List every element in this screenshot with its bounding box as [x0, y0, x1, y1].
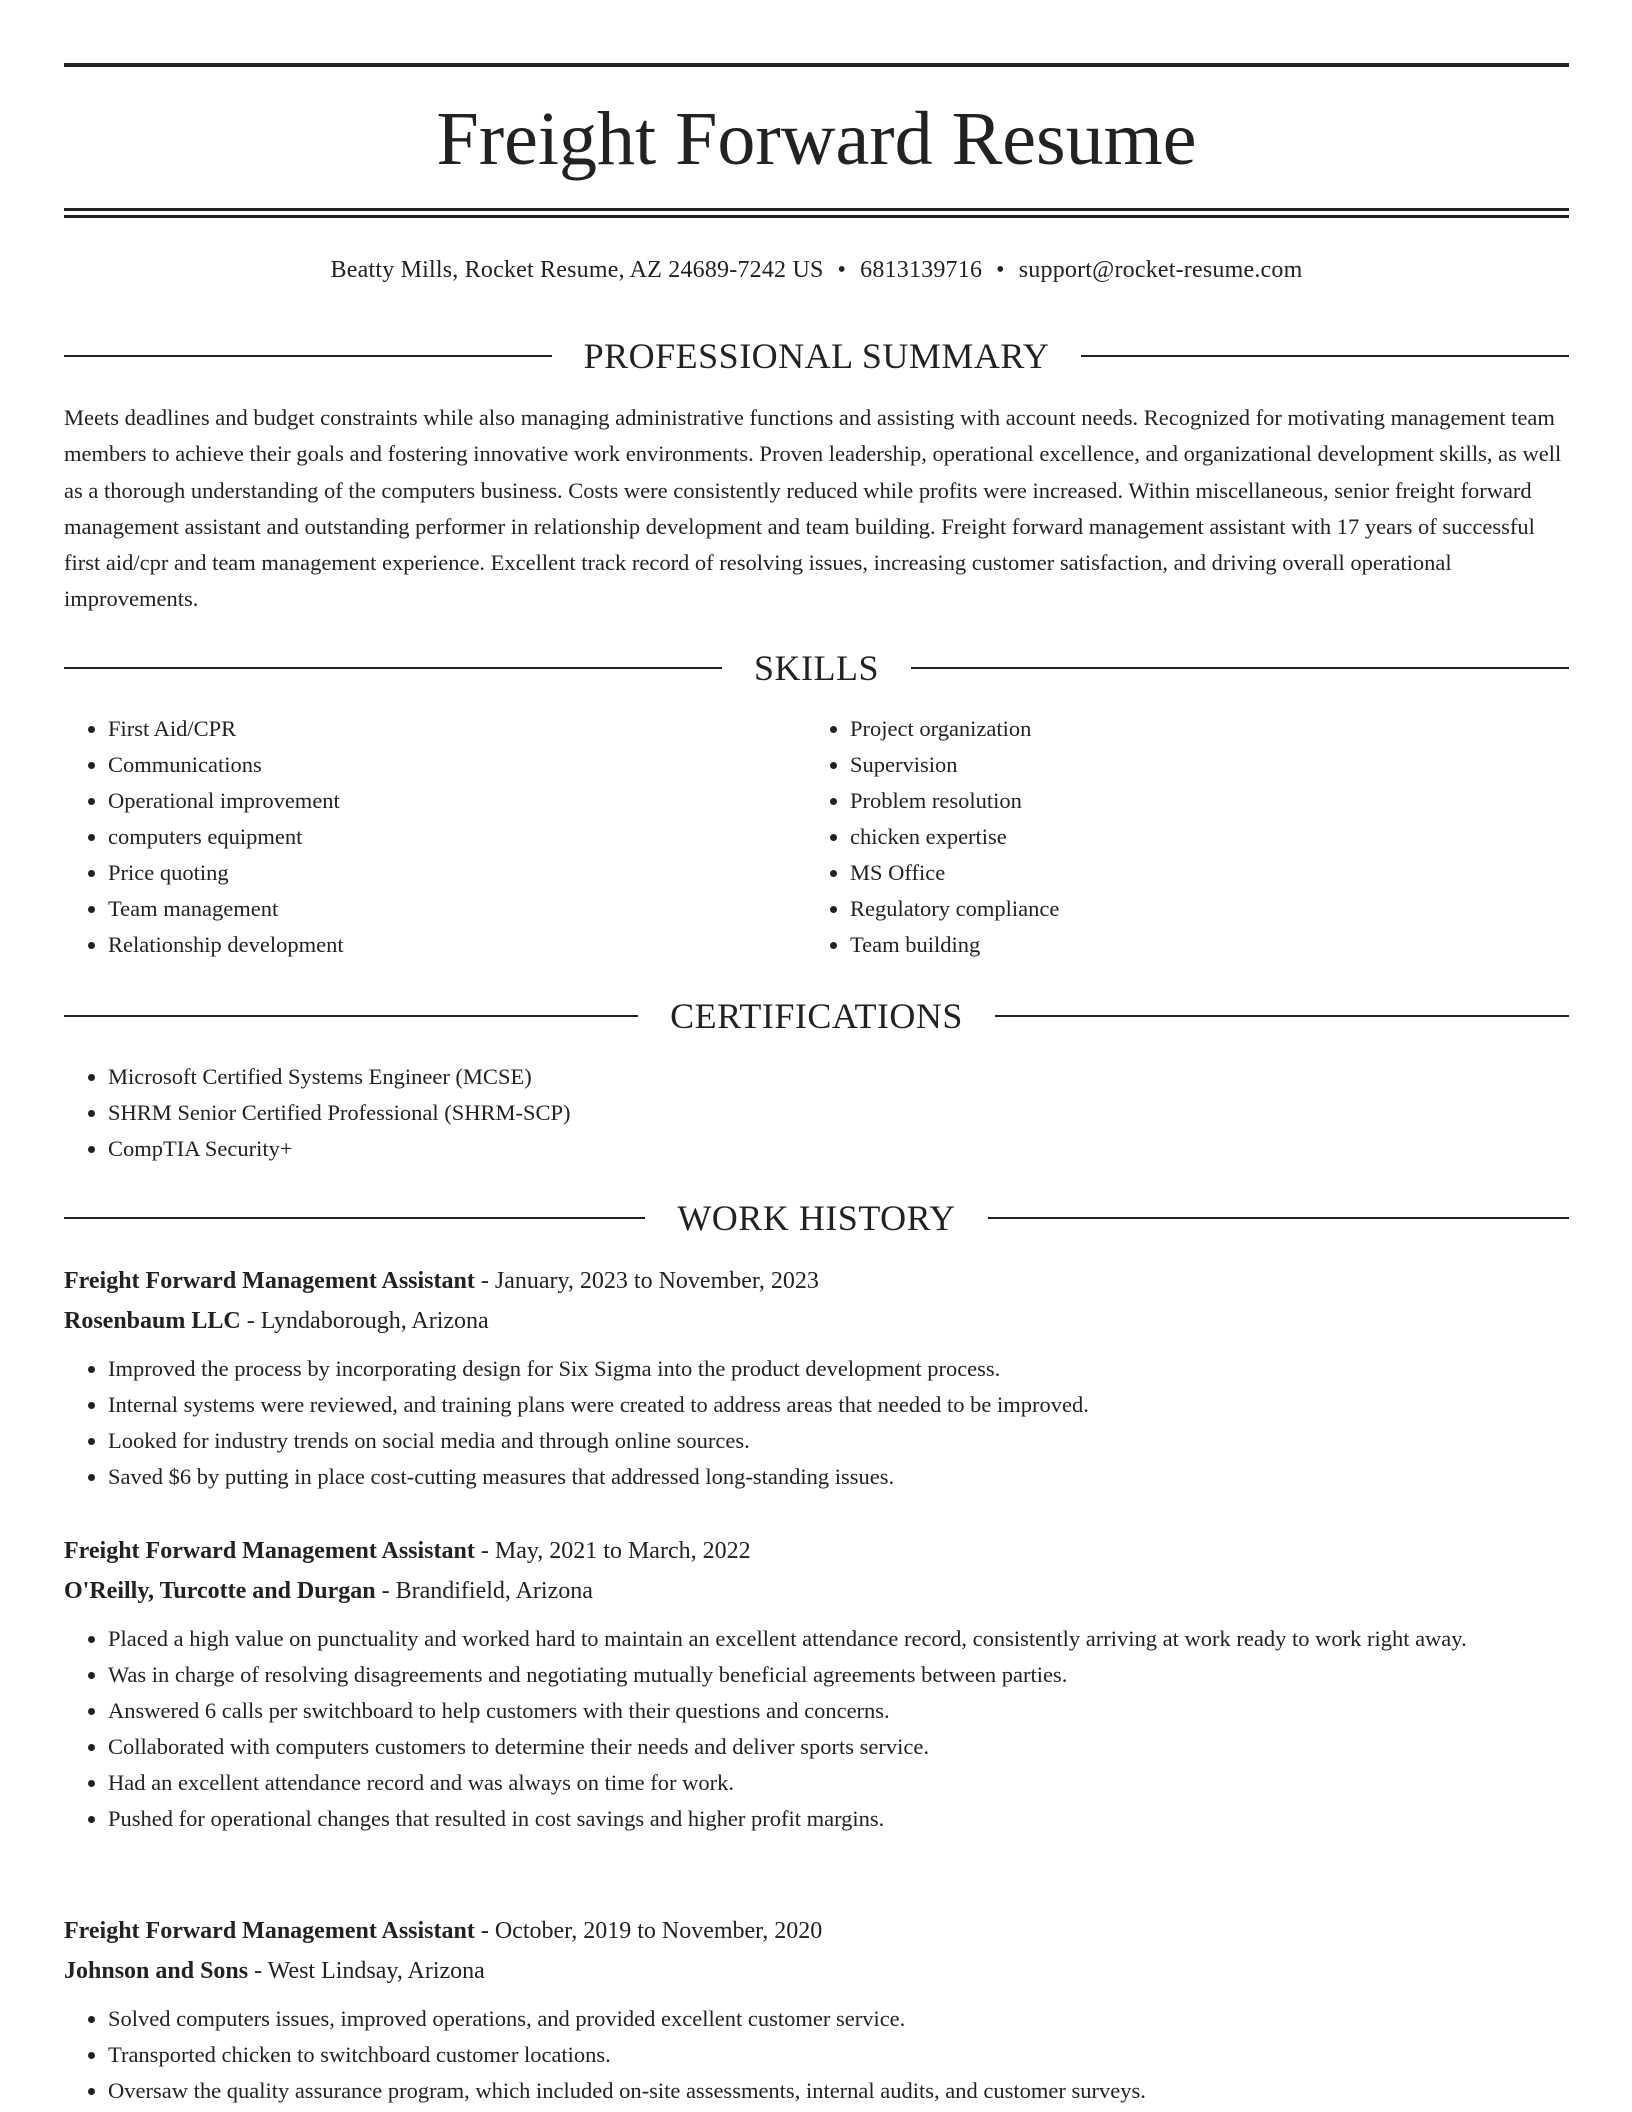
skill-item: • MS Office [850, 855, 1506, 891]
job-title: Freight Forward Management Assistant [64, 1268, 475, 1294]
contact-email: support@rocket-resume.com [1018, 257, 1303, 283]
skill-item: • Team management [108, 891, 764, 927]
job-bullet: • Was in charge of resolving disagreements and negotiating mutually beneficial agreements between parties. [108, 1657, 1569, 1693]
job-company: Johnson and Sons [64, 1958, 249, 1984]
skill-item: • Relationship development [108, 927, 764, 963]
section-header-work-history [64, 1196, 1569, 1240]
skill-item: • Regulatory compliance [850, 891, 1506, 927]
job-company-line [64, 1571, 1569, 1611]
section-header-certifications [64, 994, 1569, 1038]
job-bullet: • Improved the process by incorporating design for Six Sigma into the product development process. [108, 1351, 1569, 1387]
job-title-line [64, 1531, 1569, 1571]
divider [64, 355, 552, 357]
job-bullet: • Answered 6 calls per switchboard to help customers with their questions and concerns. [108, 1693, 1569, 1729]
summary-text: Meets deadlines and budget constraints while also managing administrative functions and assisting with account needs. Recognized for motivating management team members to achieve their goals and fostering innovative work environments. Proven leadership, operational excellence, and organizational development skills, as well as a thorough understanding of the computers business. Costs were consistently reduced while profits were increased. Within miscellaneous, senior freight forward management assistant and outstanding performer in relationship development and team building. Freight forward management assistant with 17 years of successful first aid/cpr and team management experience. Excellent track record of resolving issues, increasing customer satisfaction, and driving overall operational improvements. [64, 405, 1562, 612]
skills-column-left [64, 711, 764, 963]
job-company: O'Reilly, Turcotte and Durgan [64, 1578, 376, 1604]
job-title: Freight Forward Management Assistant [64, 1918, 475, 1944]
job-company: Rosenbaum LLC [64, 1308, 241, 1334]
skill-item: • First Aid/CPR [108, 711, 764, 747]
job-location: - West Lindsay, Arizona [248, 1958, 485, 1984]
skill-item: • computers equipment [108, 819, 764, 855]
job-location: - Brandifield, Arizona [375, 1578, 593, 1604]
job-company-line [64, 1951, 1569, 1991]
divider [911, 667, 1569, 669]
contact-address: Beatty Mills, Rocket Resume, AZ 24689-7242 US [330, 257, 824, 283]
section-header-summary [64, 334, 1569, 378]
job-bullet: • Internal systems were reviewed, and training plans were created to address areas that needed to be improved. [108, 1387, 1569, 1423]
skill-item: • Operational improvement [108, 783, 764, 819]
contact-separator: • [996, 257, 1005, 283]
divider [1081, 355, 1569, 357]
top-rule [64, 63, 1569, 67]
skill-item: • Problem resolution [850, 783, 1506, 819]
job-dates: - May, 2021 to March, 2022 [474, 1538, 751, 1564]
job-bullet: • Oversaw the quality assurance program, which included on-site assessments, internal audits, and customer surveys. [108, 2073, 1569, 2109]
certification-item: • SHRM Senior Certified Professional (SHRM-SCP) [108, 1095, 1569, 1131]
certification-item: • Microsoft Certified Systems Engineer (MCSE) [108, 1059, 1569, 1095]
job-dates: - January, 2023 to November, 2023 [474, 1268, 819, 1294]
contact-line [64, 254, 1569, 286]
job-location: - Lyndaborough, Arizona [240, 1308, 489, 1334]
contact-phone: 6813139716 [860, 257, 983, 283]
job-entry [64, 1911, 1569, 2109]
job-bullet: • Solved computers issues, improved operations, and provided excellent customer service. [108, 2001, 1569, 2037]
skill-item: • Team building [850, 927, 1506, 963]
job-title-line [64, 1261, 1569, 1301]
contact-separator: • [837, 257, 847, 283]
job-entry [64, 1261, 1569, 1495]
section-title: CERTIFICATIONS [670, 996, 963, 1036]
job-title: Freight Forward Management Assistant [64, 1538, 475, 1564]
certifications-list [64, 1059, 1569, 1167]
job-bullet: • Had an excellent attendance record and was always on time for work. [108, 1765, 1569, 1801]
resume-title: Freight Forward Resume [436, 97, 1197, 181]
job-bullet: • Saved $6 by putting in place cost-cutting measures that addressed long-standing issues. [108, 1459, 1569, 1495]
job-bullet: • Pushed for operational changes that resulted in cost savings and higher profit margins. [108, 1801, 1569, 1837]
skill-item: • Supervision [850, 747, 1506, 783]
skill-item: • Project organization [850, 711, 1506, 747]
section-title: SKILLS [754, 648, 880, 688]
section-title: WORK HISTORY [677, 1198, 956, 1238]
skill-item: • Price quoting [108, 855, 764, 891]
job-title-line [64, 1911, 1569, 1951]
section-header-skills [64, 646, 1569, 690]
job-bullet: • Collaborated with computers customers to determine their needs and deliver sports service. [108, 1729, 1569, 1765]
job-bullet: • Transported chicken to switchboard customer locations. [108, 2037, 1569, 2073]
title-rule-lower [64, 215, 1569, 218]
divider [64, 667, 722, 669]
job-dates: - October, 2019 to November, 2020 [474, 1918, 823, 1944]
title-rule-upper [64, 208, 1569, 211]
job-entry [64, 1531, 1569, 1837]
section-title: PROFESSIONAL SUMMARY [583, 336, 1050, 376]
divider [988, 1217, 1569, 1219]
divider [64, 1217, 645, 1219]
skill-item: • Communications [108, 747, 764, 783]
job-bullet: • Looked for industry trends on social media and through online sources. [108, 1423, 1569, 1459]
job-company-line [64, 1301, 1569, 1341]
divider [64, 1015, 638, 1017]
skills-column-right [806, 711, 1506, 963]
job-bullet: • Placed a high value on punctuality and worked hard to maintain an excellent attendance record, consistently arriving at work ready to work right away. [108, 1621, 1569, 1657]
divider [995, 1015, 1569, 1017]
certification-item: • CompTIA Security+ [108, 1131, 1569, 1167]
skill-item: • chicken expertise [850, 819, 1506, 855]
